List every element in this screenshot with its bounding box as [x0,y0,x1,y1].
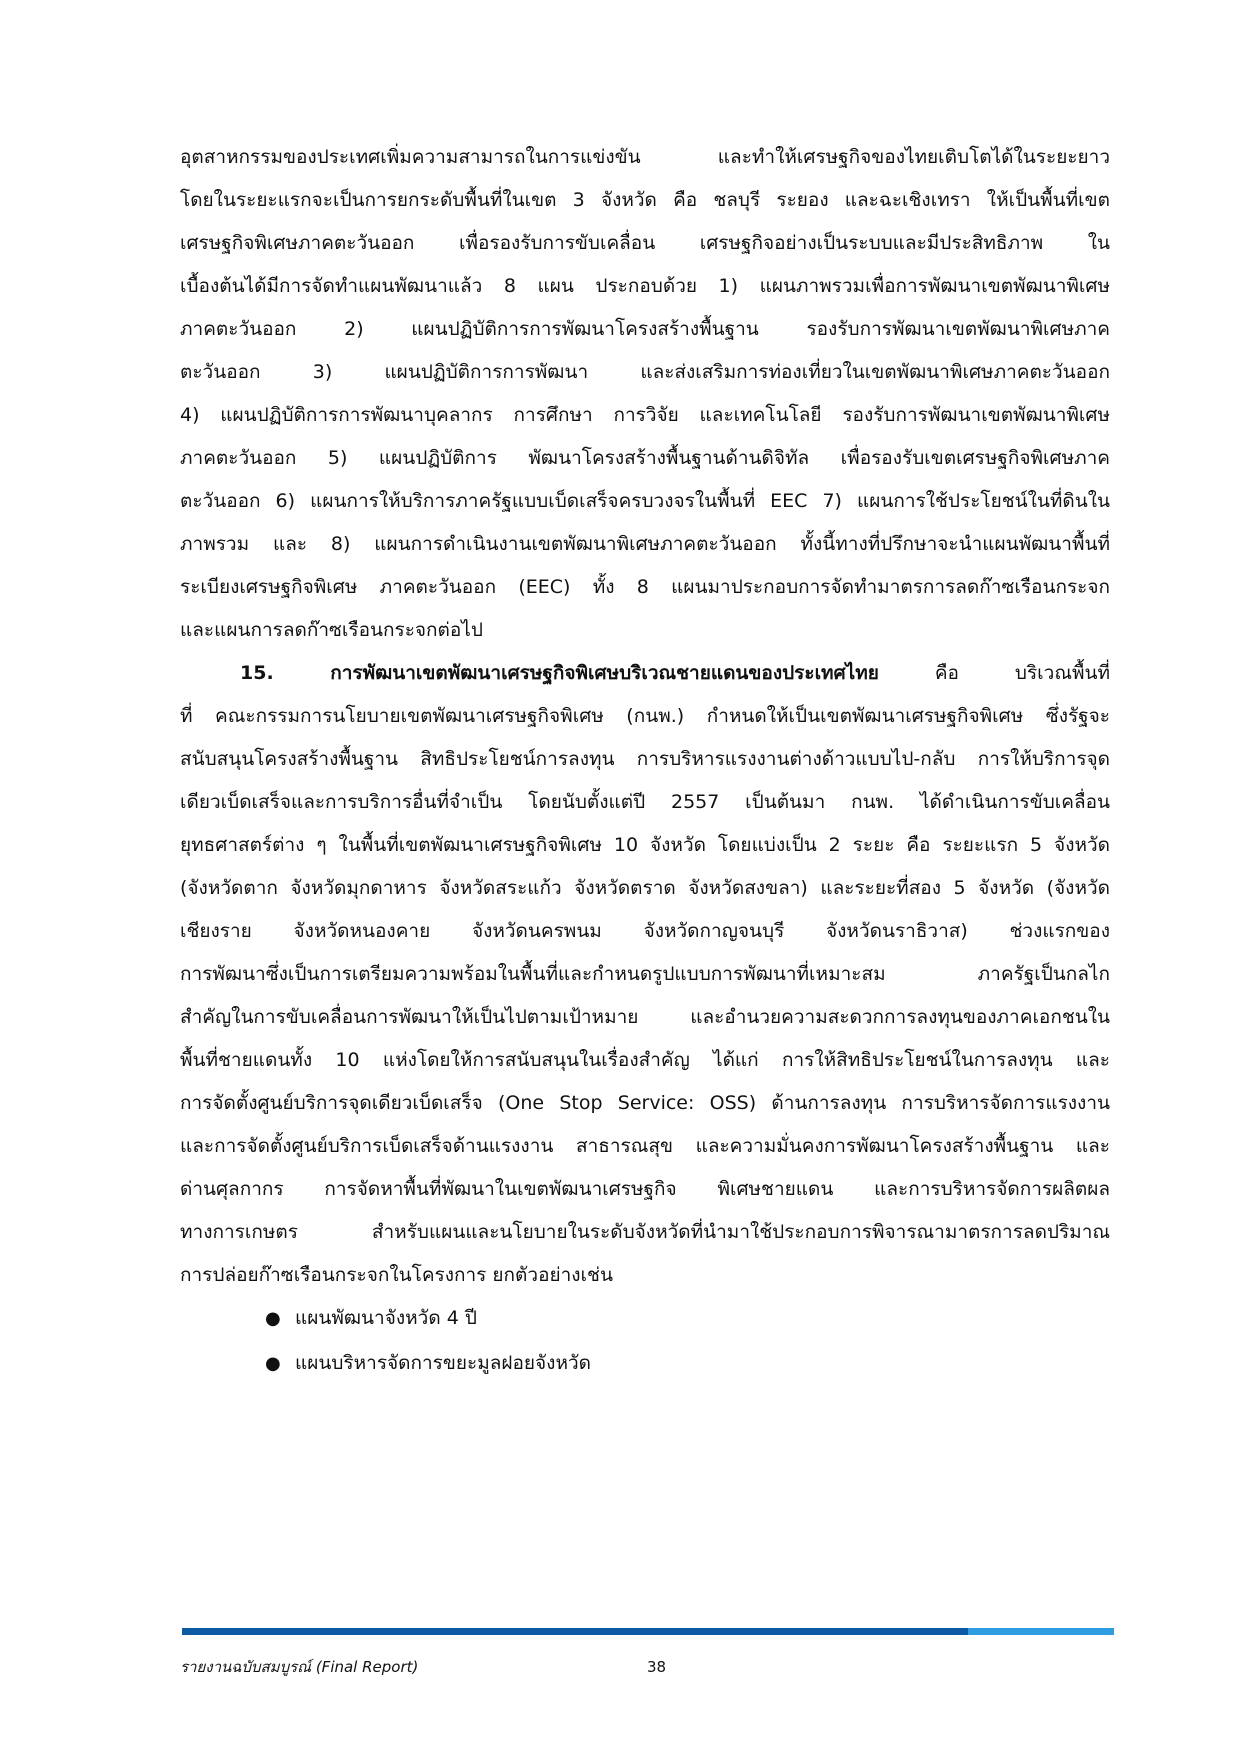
paragraph-line: การปล่อยก๊าซเรือนกระจกในโครงการ ยกตัวอย่างเช่น [180,1264,613,1286]
paragraph-line: สนับสนุนโครงสร้างพื้นฐาน สิทธิประโยชน์การลงทุน การบริหารแรงงานต่างด้าวแบบไป-กลับ การให้บริการจุด [180,748,1110,770]
paragraph-line: อุตสาหกรรมของประเทศเพิ่มความสามารถในการแข่งขัน และทำให้เศรษฐกิจของไทยเติบโตได้ในระยะยาว [180,146,1110,168]
paragraph-line: ตะวันออก 6) แผนการให้บริการภาครัฐแบบเบ็ดเสร็จครบวงจรในพื้นที่ EEC 7) แผนการใช้ประโยชน์ในที่ดินใน [180,490,1110,512]
paragraph-line: เดียวเบ็ดเสร็จและการบริการอื่นที่จำเป็น โดยนับตั้งแต่ปี 2557 เป็นต้นมา กนพ. ได้ดำเนินการขับเคลื่อน [180,791,1110,813]
list-item-text: แผนพัฒนาจังหวัด 4 ปี [295,1307,477,1329]
paragraph-line: ที่ คณะกรรมการนโยบายเขตพัฒนาเศรษฐกิจพิเศษ (กนพ.) กำหนดให้เป็นเขตพัฒนาเศรษฐกิจพิเศษ ซึ่งรัฐจะ [180,705,1110,727]
paragraph-line: และการจัดตั้งศูนย์บริการเบ็ดเสร็จด้านแรงงาน สาธารณสุข และความมั่นคงการพัฒนาโครงสร้างพื้นฐาน และ [180,1135,1110,1157]
footer-divider-light [968,1628,1114,1635]
paragraph-line: ภาพรวม และ 8) แผนการดำเนินงานเขตพัฒนาพิเศษภาคตะวันออก ทั้งนี้ทางที่ปรึกษาจะนำแผนพัฒนาพื้นที่ [180,533,1110,555]
section-heading-line [240,659,1110,687]
paragraph-line: ภาคตะวันออก 5) แผนปฏิบัติการ พัฒนาโครงสร้างพื้นฐานด้านดิจิทัล เพื่อรองรับเขตเศรษฐกิจพิเศษภาค [180,447,1110,469]
paragraph-line: พื้นที่ชายแดนทั้ง 10 แห่งโดยให้การสนับสนุนในเรื่องสำคัญ ได้แก่ การให้สิทธิประโยชน์ในการลงทุน และ [180,1049,1110,1071]
paragraph-line: เบื้องต้นได้มีการจัดทำแผนพัฒนาแล้ว 8 แผน ประกอบด้วย 1) แผนภาพรวมเพื่อการพัฒนาเขตพัฒนาพิเศษ [180,275,1110,297]
paragraph-line: และแผนการลดก๊าซเรือนกระจกต่อไป [180,619,483,641]
section-heading-tail: คือ บริเวณพื้นที่ [878,662,1110,684]
paragraph-line: 4) แผนปฏิบัติการการพัฒนาบุคลากร การศึกษา การวิจัย และเทคโนโลยี รองรับการพัฒนาเขตพัฒนาพิเศษ [180,404,1110,426]
section-heading: 15. การพัฒนาเขตพัฒนาเศรษฐกิจพิเศษบริเวณชายแดนของประเทศไทย [240,662,879,684]
paragraph-line: โดยในระยะแรกจะเป็นการยกระดับพื้นที่ในเขต 3 จังหวัด คือ ชลบุรี ระยอง และฉะเชิงเทรา ให้เป็นพื้นที่เขต [180,189,1110,211]
list-item-text: แผนบริหารจัดการขยะมูลฝอยจังหวัด [295,1352,591,1374]
bullet-dot-icon: ● [265,1308,281,1329]
paragraph-line: การพัฒนาซึ่งเป็นการเตรียมความพร้อมในพื้นที่และกำหนดรูปแบบการพัฒนาที่เหมาะสม ภาครัฐเป็นกลไก [180,963,1110,985]
bullet-dot-icon: ● [265,1353,281,1374]
paragraph-line: ด่านศุลกากร การจัดหาพื้นที่พัฒนาในเขตพัฒนาเศรษฐกิจ พิเศษชายแดน และการบริหารจัดการผลิตผล [180,1178,1110,1200]
paragraph-line: สำคัญในการขับเคลื่อนการพัฒนาให้เป็นไปตามเป้าหมาย และอำนวยความสะดวกการลงทุนของภาคเอกชนใน [180,1006,1110,1028]
paragraph-line: ภาคตะวันออก 2) แผนปฏิบัติการการพัฒนาโครงสร้างพื้นฐาน รองรับการพัฒนาเขตพัฒนาพิเศษภาค [180,318,1110,340]
paragraph-line: ทางการเกษตร สำหรับแผนและนโยบายในระดับจังหวัดที่นำมาใช้ประกอบการพิจารณามาตรการลดปริมาณ [180,1221,1110,1243]
paragraph-line: เชียงราย จังหวัดหนองคาย จังหวัดนครพนม จังหวัดกาญจนบุรี จังหวัดนราธิวาส) ช่วงแรกของ [180,920,1110,942]
paragraph-line: การจัดตั้งศูนย์บริการจุดเดียวเบ็ดเสร็จ (One Stop Service: OSS) ด้านการลงทุน การบริหารจัดการแรงงาน [180,1092,1110,1114]
paragraph-line: (จังหวัดตาก จังหวัดมุกดาหาร จังหวัดสระแก้ว จังหวัดตราด จังหวัดสงขลา) และระยะที่สอง 5 จังหวัด (จังหวัด [180,877,1110,899]
footer-divider-dark [182,1628,968,1635]
page-number: 38 [647,1658,667,1676]
paragraph-line: เศรษฐกิจพิเศษภาคตะวันออก เพื่อรองรับการขับเคลื่อน เศรษฐกิจอย่างเป็นระบบและมีประสิทธิภาพ ใน [180,232,1110,254]
paragraph-line: ตะวันออก 3) แผนปฏิบัติการการพัฒนา และส่งเสริมการท่องเที่ยวในเขตพัฒนาพิเศษภาคตะวันออก [180,361,1110,383]
paragraph-line: ระเบียงเศรษฐกิจพิเศษ ภาคตะวันออก (EEC) ทั้ง 8 แผนมาประกอบการจัดทำมาตรการลดก๊าซเรือนกระจก [180,576,1110,598]
paragraph-line: ยุทธศาสตร์ต่าง ๆ ในพื้นที่เขตพัฒนาเศรษฐกิจพิเศษ 10 จังหวัด โดยแบ่งเป็น 2 ระยะ คือ ระยะแรก 5 จังหวัด [180,834,1110,856]
footer-report-title: รายงานฉบับสมบูรณ์ (Final Report) [180,1658,419,1676]
